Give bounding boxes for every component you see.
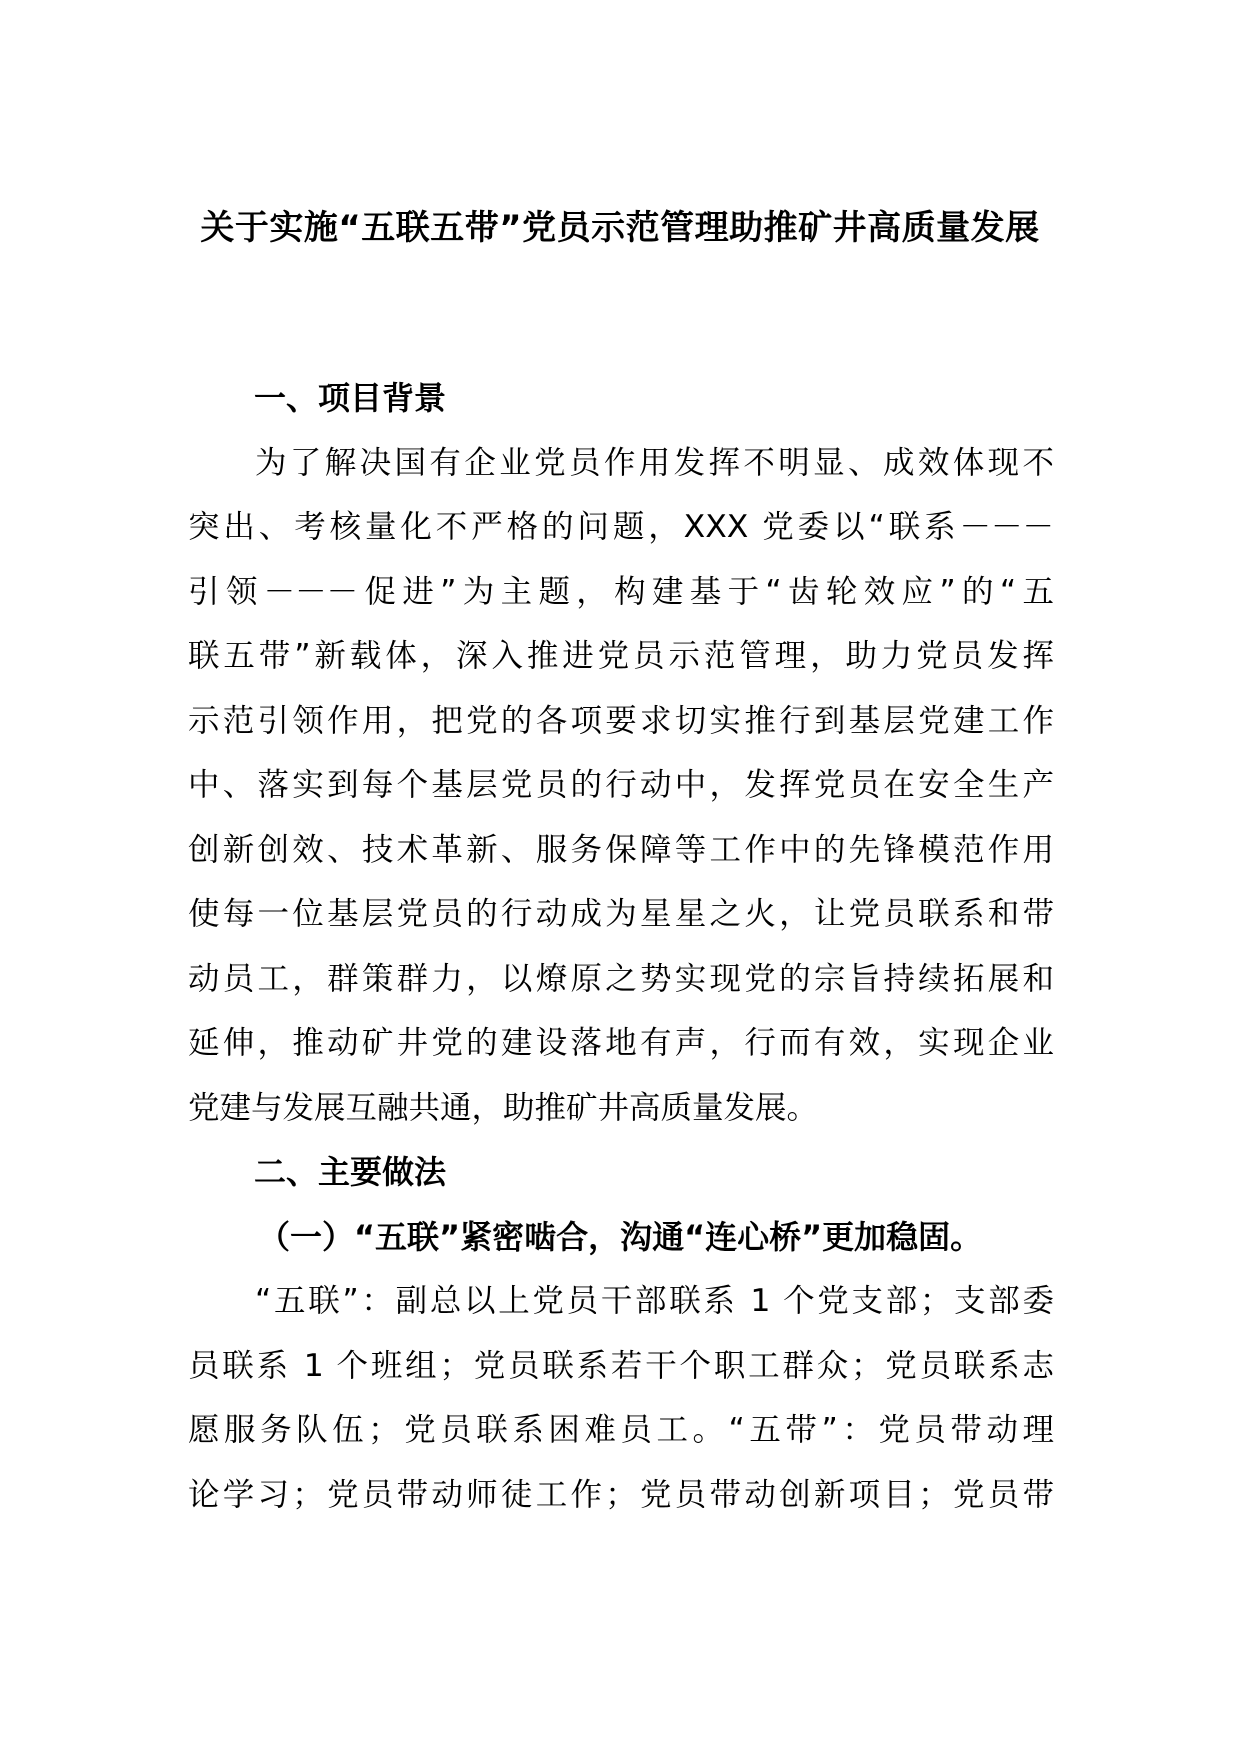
paragraph-line: 引领－－－促进”为主题，构建基于“齿轮效应”的“五 <box>188 573 1054 610</box>
paragraph-line: 为了解决国有企业党员作用发挥不明显、成效体现不 <box>255 444 1054 481</box>
section-heading-main-practices: 二、主要做法 <box>254 1153 447 1191</box>
paragraph-line: 创新创效、技术革新、服务保障等工作中的先锋模范作用 <box>188 831 1054 868</box>
section-background-paragraph <box>188 431 1054 1141</box>
paragraph-line: 愿服务队伍；党员联系困难员工。“五带”：党员带动理 <box>188 1412 1054 1448</box>
subsection-heading-five-links: （一）“五联”紧密啮合，沟通“连心桥”更加稳固。 <box>258 1217 983 1256</box>
paragraph-line: 突出、考核量化不严格的问题，XXX 党委以“联系－－－ <box>188 509 1054 545</box>
document-title: 关于实施“五联五带”党员示范管理助推矿井高质量发展 <box>200 208 1040 248</box>
paragraph-line: 使每一位基层党员的行动成为星星之火，让党员联系和带 <box>188 896 1054 932</box>
section-practices-paragraph <box>188 1269 1054 1527</box>
paragraph-line: 论学习；党员带动师徒工作；党员带动创新项目；党员带 <box>188 1476 1054 1513</box>
paragraph-line: 示范引领作用，把党的各项要求切实推行到基层党建工作 <box>188 702 1054 739</box>
paragraph-line: 延伸，推动矿井党的建设落地有声，行而有效，实现企业 <box>188 1025 1054 1061</box>
paragraph-line: 中、落实到每个基层党员的行动中，发挥党员在安全生产 <box>188 767 1054 803</box>
section-heading-background: 一、项目背景 <box>254 379 447 417</box>
document-body <box>188 366 1054 1527</box>
paragraph-line: 联五带”新载体，深入推进党员示范管理，助力党员发挥 <box>188 638 1054 674</box>
paragraph-line: 党建与发展互融共通，助推矿井高质量发展。 <box>188 1089 819 1126</box>
paragraph-line: “五联”：副总以上党员干部联系 1 个党支部；支部委 <box>255 1283 1054 1319</box>
paragraph-line: 员联系 1 个班组；党员联系若干个职工群众；党员联系志 <box>188 1347 1054 1384</box>
paragraph-line: 动员工，群策群力，以燎原之势实现党的宗旨持续拓展和 <box>188 960 1054 997</box>
